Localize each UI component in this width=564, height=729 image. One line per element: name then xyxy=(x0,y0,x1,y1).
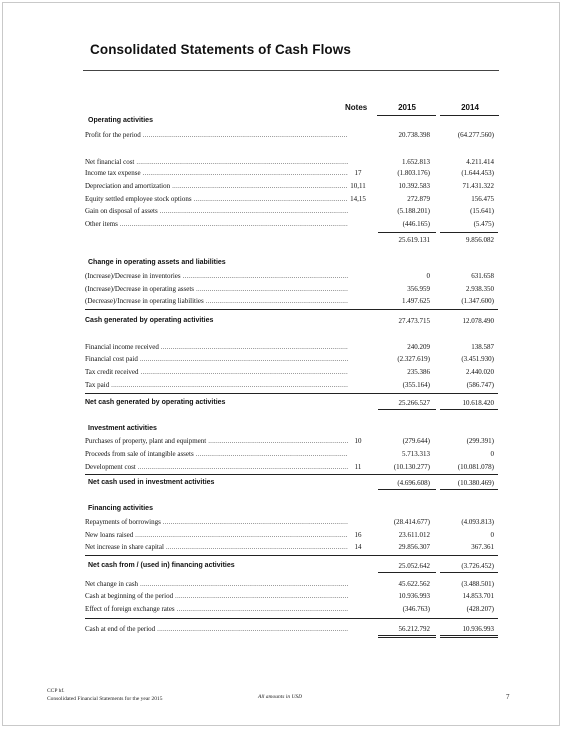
table-row: Profit for the period ..... 20.738.398 (64.277.560) xyxy=(0,130,564,140)
year-2015-column-header: 2015 xyxy=(398,103,416,112)
total-row: Net cash used in investment activities (4.696.608) (10.380.469) xyxy=(88,479,494,487)
total-rule xyxy=(85,555,498,556)
table-row: Other items ..... (446.165) (5.475) xyxy=(0,219,564,229)
table-row: (Increase)/Decrease in inventories ..... 0 631.658 xyxy=(0,271,564,281)
table-row: Cash at beginning of the period ..... 10.936.993 14.853.701 xyxy=(0,591,564,601)
table-row: Development cost ..... 11 (10.130.277) (10.081.078) xyxy=(0,462,564,472)
table-row: Net increase in share capital ..... 14 29.856.307 367.361 xyxy=(0,542,564,552)
double-underline-rule xyxy=(440,635,498,636)
total-rule xyxy=(85,474,498,475)
total-rule xyxy=(85,618,498,619)
table-row: Effect of foreign exchange rates ..... (346.763) (428.207) xyxy=(0,604,564,614)
table-row: Net financial cost ..... 1.652.813 4.211.414 xyxy=(0,157,564,167)
total-row: Net cash from / (used in) financing activities 25.052.642 (3.726.452) xyxy=(88,562,494,570)
table-row: Tax paid ..... (355.164) (586.747) xyxy=(0,380,564,390)
table-row: Financial income received ..... 240.209 138.587 xyxy=(0,342,564,352)
footer-amounts-note: All amounts in USD xyxy=(258,694,303,700)
underline-rule xyxy=(440,409,498,410)
table-row: Equity settled employee stock options ..... 14,15 272.879 156.475 xyxy=(0,194,564,204)
page-number: 7 xyxy=(506,693,510,701)
table-row: Purchases of property, plant and equipment ..... 10 (279.644) (299.391) xyxy=(0,436,564,446)
subtotal-row: 25.619.131 9.856.082 xyxy=(398,236,494,244)
double-underline-rule xyxy=(378,637,436,638)
underline-rule xyxy=(440,572,498,573)
footer-statement: Consolidated Financial Statements for the year 2015 xyxy=(47,696,163,702)
underline-rule xyxy=(440,489,498,490)
year-2014-column-header: 2014 xyxy=(461,103,479,112)
total-rule xyxy=(85,393,498,394)
table-row: (Increase)/Decrease in operating assets ..... 356.959 2.938.350 xyxy=(0,284,564,294)
subtotal-rule xyxy=(378,232,436,233)
double-underline-rule xyxy=(378,635,436,636)
title-rule xyxy=(83,70,499,71)
underline-rule xyxy=(378,572,436,573)
subtotal-rule xyxy=(440,232,498,233)
table-row: Tax credit received ..... 235.386 2.440.020 xyxy=(0,367,564,377)
table-row: Net change in cash ..... 45.622.562 (3.488.501) xyxy=(0,579,564,589)
footer-company: CCP hf. xyxy=(47,688,65,694)
underline-rule xyxy=(378,409,436,410)
section-operating-activities: Operating activities xyxy=(88,117,153,124)
total-row-cash-end: Cash at end of the period ..... 56.212.792 10.936.993 xyxy=(0,624,564,634)
table-row: Income tax expense ..... 17 (1.803.176) (1.644.453) xyxy=(0,168,564,178)
section-change-in-operating-assets: Change in operating assets and liabilities xyxy=(88,259,226,266)
page-title: Consolidated Statements of Cash Flows xyxy=(90,42,351,57)
total-row: Net cash generated by operating activities 25.266.527 10.618.420 xyxy=(85,399,494,407)
table-row: Proceeds from sale of intangible assets ..... 5.713.313 0 xyxy=(0,449,564,459)
underline-rule xyxy=(378,489,436,490)
notes-column-header: Notes xyxy=(345,103,368,112)
table-row: Financial cost paid ..... (2.327.619) (3.451.930) xyxy=(0,354,564,364)
table-row: Gain on disposal of assets ..... (5.188.201) (15.641) xyxy=(0,206,564,216)
table-row: Repayments of borrowings ..... (28.414.677) (4.093.813) xyxy=(0,517,564,527)
table-row: New loans raised ..... 16 23.611.012 0 xyxy=(0,530,564,540)
table-row: Depreciation and amortization ..... 10,11 10.392.583 71.431.322 xyxy=(0,181,564,191)
total-row: Cash generated by operating activities 27.473.715 12.078.490 xyxy=(85,317,494,325)
section-investment-activities: Investment activities xyxy=(88,425,157,432)
total-rule xyxy=(85,309,498,310)
section-financing-activities: Financing activities xyxy=(88,505,153,512)
table-row: (Decrease)/Increase in operating liabilities ..... 1.497.625 (1.347.600) xyxy=(0,296,564,306)
double-underline-rule xyxy=(440,637,498,638)
